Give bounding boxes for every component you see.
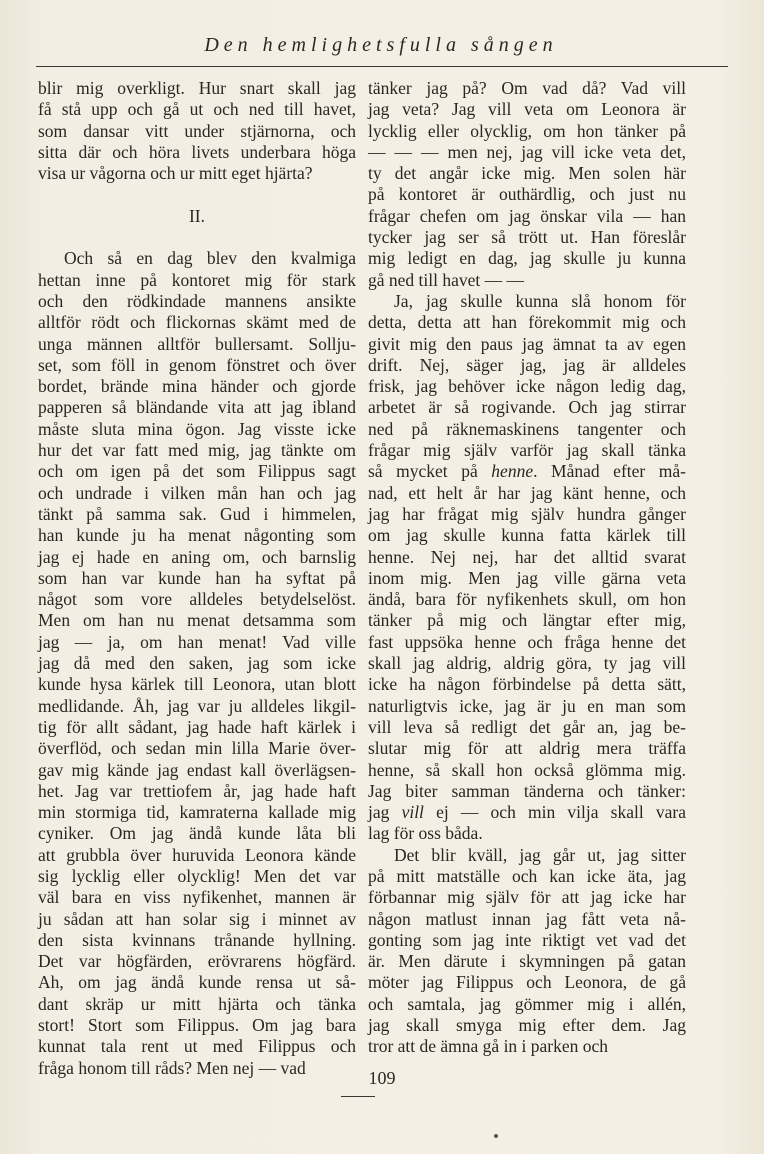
text-line: Jag biter samman tänderna och tänker:: [368, 780, 686, 801]
text-line: att grubbla över huruvida Leonora kände: [38, 844, 356, 865]
text-line: möter jag Filippus och Leonora, de gå: [368, 972, 686, 993]
text-line: sitta där och höra livets underbara höga: [38, 141, 356, 162]
text-line: få stå upp och gå ut och ned till havet,: [38, 99, 356, 120]
text-line: givit mig den paus jag ämnat ta av egen: [368, 333, 686, 354]
text-line: stort! Stort som Filippus. Om jag bara: [38, 1015, 356, 1036]
text-line: tänker på mig och längtar efter mig,: [368, 610, 686, 631]
print-speck: [494, 1134, 498, 1138]
text-line: henne, så skall hon också glömma mig.: [368, 759, 686, 780]
text-line: ju sådan att han solar sig i minnet av: [38, 908, 356, 929]
text-line: som dansar vitt under stjärnorna, och: [38, 120, 356, 141]
text-line: den sista kvinnans trånande hyllning.: [38, 929, 356, 950]
text-line: alltför rödt och flickornas skämt med de: [38, 312, 356, 333]
text-line: slutar mig för att aldrig mera träffa: [368, 738, 686, 759]
text-line: och den rödkindade mannens ansikte: [38, 290, 356, 311]
text-line: detta, detta att han förekommit mig och: [368, 312, 686, 333]
text-line: väl bara en viss nyfikenhet, mannen är: [38, 887, 356, 908]
text-line: set, som föll in genom fönstret och över: [38, 354, 356, 375]
text-line: dant skräp ur mitt hjärta och tänka: [38, 993, 356, 1014]
text-line: gav mig kände jag endast kall överlägsen-: [38, 759, 356, 780]
text-line: henne. Nej nej, har det alltid svarat: [368, 546, 686, 567]
text-line: överflöd, och sedan min lilla Marie över-: [38, 738, 356, 759]
text-line: Men om han nu menat detsamma som: [38, 610, 356, 631]
text-line: fråga honom till råds? Men nej — vad: [38, 1057, 306, 1078]
text-line: Ah, om jag ändå kunde rensa ut så-: [38, 972, 356, 993]
text-line: lycklig eller olycklig, om hon tänker på: [368, 120, 686, 141]
text-line: frågar chefen om jag önskar vila — han: [368, 205, 686, 226]
text-line: visa ur vågorna och ur mitt eget hjärta?: [38, 163, 313, 184]
text-line: drift. Nej, säger jag, jag är alldeles: [368, 354, 686, 375]
text-line: förbannar mig själv för att jag icke har: [368, 887, 686, 908]
running-header: Den hemlighetsfulla sången: [204, 34, 558, 56]
text-line: jag har frågat mig själv hundra gånger: [368, 503, 686, 524]
text-line: ändå, bara för nyfikenhets skull, om hon: [368, 589, 686, 610]
text-line: hur det var fatt med mig, jag tänkte om: [38, 440, 356, 461]
text-line: lag för oss båda.: [368, 823, 483, 844]
text-line: som han var kunde han ha syftat på: [38, 567, 356, 588]
text-line: kunnat tala rent ut med Filippus och: [38, 1036, 356, 1057]
text-line: är. Men därute i skymningen på gatan: [368, 951, 686, 972]
text-line: inom mig. Men jag ville gärna veta: [368, 567, 686, 588]
text-line: och undrade i vilken mån han och jag: [38, 482, 356, 503]
text-line: Det blir kväll, jag går ut, jag sitter: [394, 844, 686, 865]
text-line: [38, 227, 356, 248]
left-column: [38, 78, 356, 1079]
text-line: tänker jag på? Om vad då? Vad vill: [368, 78, 686, 98]
text-line: — — — men nej, jag vill icke veta det,: [368, 141, 686, 162]
text-line: skall jag aldrig, aldrig göra, ty jag vill: [368, 653, 686, 674]
text-line: Det var högfärden, erövrarens högfärd.: [38, 951, 356, 972]
text-line: så mycket på henne. Månad efter må-: [368, 461, 687, 482]
folio-rule: [341, 1096, 375, 1097]
text-line: medlidande. Åh, jag var ju alldeles likgil-: [38, 695, 356, 716]
text-line: vill leva så redligt det går an, jag be-: [368, 716, 686, 737]
text-line: mig ledigt en dag, jag skulle ju kunna: [368, 248, 686, 269]
text-line: blir mig overkligt. Hur snart skall jag: [38, 78, 356, 98]
text-line: cyniker. Om jag ändå kunde låta bli: [38, 823, 356, 844]
text-line: jag veta? Jag vill veta om Leonora är: [368, 99, 686, 120]
text-line: frisk, jag behöver icke någon ledig dag,: [368, 376, 686, 397]
text-line: ty det angår icke mig. Men solen här: [368, 163, 686, 184]
text-line: het. Jag var trettiofem år, jag hade haft: [38, 780, 356, 801]
text-line: min stormiga tid, kamraterna kallade mig: [38, 802, 356, 823]
text-line: jag då med den saken, jag som icke: [38, 653, 356, 674]
text-line: och samtala, jag gömmer mig i allén,: [368, 993, 686, 1014]
text-line: hettan inne på kontoret mig för stark: [38, 269, 356, 290]
text-line: jag — ja, om han menat! Vad ville: [38, 631, 356, 652]
text-line: något som vore alldeles betydelselöst.: [38, 589, 356, 610]
text-line: jag vill ej — och min vilja skall vara: [368, 802, 686, 823]
text-line: sig lycklig eller olycklig! Men det var: [38, 865, 356, 886]
text-line: han kunde ju ha menat någonting som: [38, 525, 356, 546]
text-line: gonting som jag inte riktigt vet vad det: [368, 929, 686, 950]
text-line: arbetet är så rogivande. Och jag stirrar: [368, 397, 686, 418]
right-column: [368, 78, 686, 1058]
text-line: unga männen alltför bullersamt. Sollju-: [38, 333, 356, 354]
text-line: Och så en dag blev den kvalmiga: [64, 248, 356, 269]
text-line: och om igen på det som Filippus sagt: [38, 461, 356, 482]
text-line: icke ha någon förbindelse på detta sätt,: [368, 674, 686, 695]
text-line: tig för allt sådant, jag hade haft kärlek i: [38, 716, 356, 737]
text-line: naturligtvis icke, jag är ju en man som: [368, 695, 686, 716]
text-line: tror att de ämna gå in i parken och: [368, 1036, 609, 1057]
text-line: gå ned till havet — —: [368, 269, 525, 290]
text-line: bordet, brände mina händer och gjorde: [38, 376, 356, 397]
text-line: måste sluta mina ögon. Jag visste icke: [38, 418, 356, 439]
text-line: frågar mig själv varför jag skall tänka: [368, 440, 686, 461]
text-line: fast uppsöka henne och fråga henne det: [368, 631, 686, 652]
text-line: jag ej hade en aning om, och barnslig: [38, 546, 356, 567]
emphasis: henne: [491, 461, 534, 482]
text-line: på kontoret är outhärdlig, och just nu: [368, 184, 686, 205]
header-rule: [36, 66, 728, 67]
text-line: tänkt på samma sak. Gud i himmelen,: [38, 503, 356, 524]
text-line: papperen så bländande vita att jag ibland: [38, 397, 356, 418]
emphasis: vill: [401, 802, 424, 823]
text-line: [38, 184, 356, 205]
text-line: ned på räknemaskinens tangenter och: [368, 418, 686, 439]
text-line: II.: [188, 205, 206, 226]
text-line: jag skall smyga mig efter dem. Jag: [368, 1015, 686, 1036]
text-line: på mitt matställe och kan icke äta, jag: [368, 865, 686, 886]
text-line: om jag skulle kunna fatta kärlek till: [368, 525, 686, 546]
page-number: 109: [368, 1068, 396, 1088]
text-line: tycker jag ser så trött ut. Han föreslår: [368, 227, 686, 248]
text-line: kunde hysa kärlek till Leonora, utan blott: [38, 674, 356, 695]
text-line: Ja, jag skulle kunna slå honom för: [394, 290, 686, 311]
text-line: någon matlust innan jag fått veta nå-: [368, 908, 686, 929]
text-line: nad, ett helt år har jag känt henne, och: [368, 482, 686, 503]
